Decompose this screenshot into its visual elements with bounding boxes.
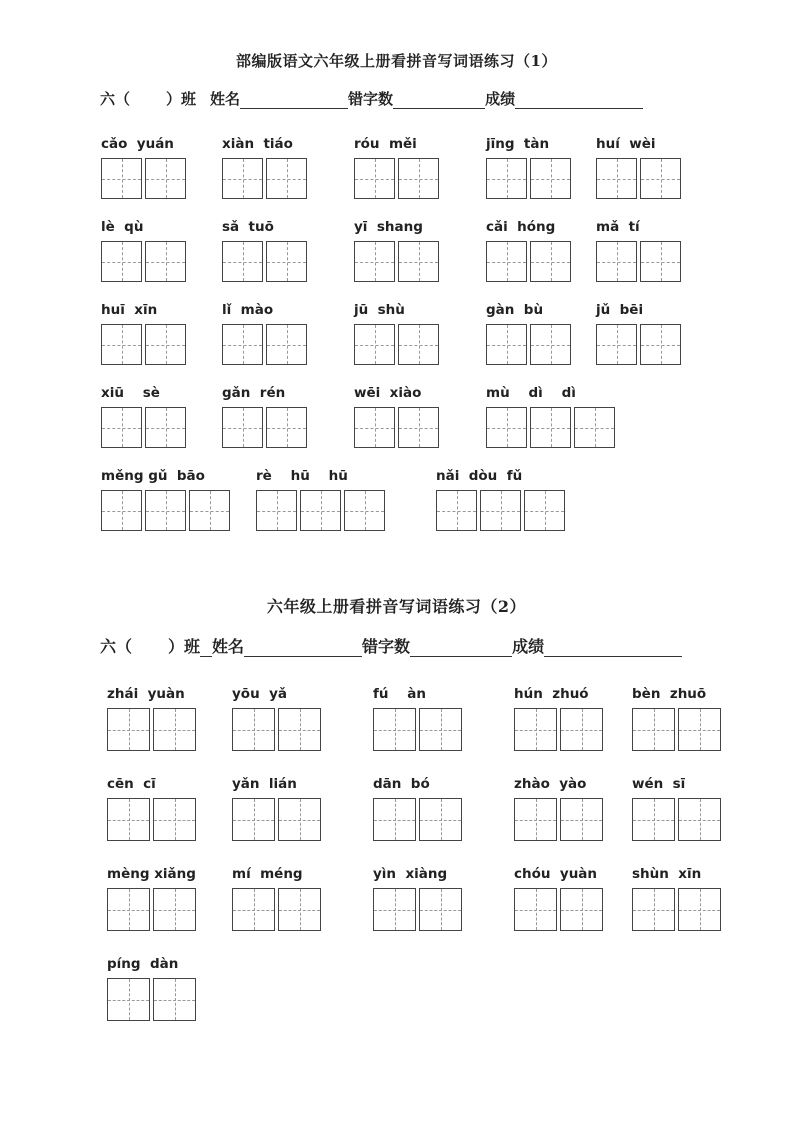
- character-writing-box[interactable]: [101, 241, 142, 282]
- character-writing-box[interactable]: [373, 798, 416, 841]
- errors-label: 错字数: [362, 637, 411, 656]
- pinyin-label: xiàn tiáo: [222, 136, 293, 152]
- character-writing-box[interactable]: [300, 490, 341, 531]
- character-writing-box[interactable]: [596, 324, 637, 365]
- character-writing-box[interactable]: [640, 241, 681, 282]
- character-writing-box[interactable]: [530, 324, 571, 365]
- errors-blank[interactable]: [410, 640, 512, 657]
- pinyin-label: nǎi dòu fǔ: [436, 468, 523, 484]
- pinyin-label: wén sī: [632, 776, 686, 792]
- score-blank[interactable]: [544, 640, 682, 657]
- pinyin-label: sǎ tuō: [222, 219, 274, 235]
- character-writing-box[interactable]: [145, 490, 186, 531]
- character-writing-box[interactable]: [153, 978, 196, 1021]
- pinyin-label: yìn xiàng: [373, 866, 448, 882]
- character-boxes: [222, 407, 307, 448]
- character-writing-box[interactable]: [145, 324, 186, 365]
- student-info-line-2: [100, 634, 682, 657]
- character-boxes: [354, 324, 439, 365]
- pinyin-label: cēn cī: [107, 776, 156, 792]
- character-writing-box[interactable]: [398, 407, 439, 448]
- character-writing-box[interactable]: [107, 798, 150, 841]
- pinyin-label: yōu yǎ: [232, 686, 287, 702]
- character-writing-box[interactable]: [398, 158, 439, 199]
- pinyin-label: lè qù: [101, 219, 144, 235]
- character-writing-box[interactable]: [514, 708, 557, 751]
- character-boxes: [101, 490, 230, 531]
- character-writing-box[interactable]: [222, 241, 263, 282]
- character-writing-box[interactable]: [560, 798, 603, 841]
- character-writing-box[interactable]: [278, 798, 321, 841]
- character-writing-box[interactable]: [354, 407, 395, 448]
- character-boxes: [486, 324, 571, 365]
- character-writing-box[interactable]: [153, 798, 196, 841]
- character-boxes: [354, 241, 439, 282]
- character-writing-box[interactable]: [232, 888, 275, 931]
- name-label: 姓名: [210, 90, 241, 108]
- name-blank[interactable]: [244, 640, 362, 657]
- character-boxes: [436, 490, 565, 531]
- character-writing-box[interactable]: [486, 158, 527, 199]
- character-boxes: [107, 888, 196, 931]
- pinyin-label: huī xīn: [101, 302, 158, 318]
- character-writing-box[interactable]: [486, 407, 527, 448]
- character-writing-box[interactable]: [344, 490, 385, 531]
- pinyin-label: fú àn: [373, 686, 427, 702]
- character-writing-box[interactable]: [596, 158, 637, 199]
- character-writing-box[interactable]: [107, 708, 150, 751]
- character-writing-box[interactable]: [398, 324, 439, 365]
- character-boxes: [354, 158, 439, 199]
- character-writing-box[interactable]: [222, 158, 263, 199]
- character-boxes: [107, 798, 196, 841]
- character-boxes: [486, 407, 615, 448]
- student-info-line-1: [100, 88, 643, 109]
- class-suffix-label: ）班: [168, 637, 201, 656]
- character-writing-box[interactable]: [266, 241, 307, 282]
- character-writing-box[interactable]: [278, 708, 321, 751]
- character-writing-box[interactable]: [373, 888, 416, 931]
- character-boxes: [486, 241, 571, 282]
- character-writing-box[interactable]: [480, 490, 521, 531]
- character-writing-box[interactable]: [596, 241, 637, 282]
- character-boxes: [256, 490, 385, 531]
- character-writing-box[interactable]: [153, 708, 196, 751]
- character-boxes: [486, 158, 571, 199]
- character-writing-box[interactable]: [101, 407, 142, 448]
- character-writing-box[interactable]: [632, 888, 675, 931]
- pinyin-label: jū shù: [354, 302, 405, 318]
- pinyin-label: wēi xiào: [354, 385, 422, 401]
- character-boxes: [632, 708, 721, 751]
- character-writing-box[interactable]: [530, 407, 571, 448]
- character-boxes: [107, 708, 196, 751]
- character-writing-box[interactable]: [266, 407, 307, 448]
- character-writing-box[interactable]: [232, 798, 275, 841]
- worksheet-title-2: 六年级上册看拼音写词语练习（2）: [266, 597, 527, 616]
- character-boxes: [222, 324, 307, 365]
- pinyin-label: chóu yuàn: [514, 866, 598, 882]
- character-writing-box[interactable]: [101, 158, 142, 199]
- pinyin-label: gàn bù: [486, 302, 544, 318]
- class-prefix-label: 六（: [100, 637, 133, 656]
- pinyin-label: mù dì dì: [486, 385, 576, 401]
- character-boxes: [514, 798, 603, 841]
- character-writing-box[interactable]: [189, 490, 230, 531]
- character-boxes: [101, 407, 186, 448]
- score-label: 成绩: [485, 90, 516, 108]
- pinyin-label: zhái yuàn: [107, 686, 185, 702]
- character-writing-box[interactable]: [678, 798, 721, 841]
- character-writing-box[interactable]: [222, 407, 263, 448]
- character-boxes: [222, 241, 307, 282]
- character-writing-box[interactable]: [560, 708, 603, 751]
- pinyin-label: mèng xiǎng: [107, 866, 196, 882]
- character-boxes: [101, 158, 186, 199]
- name-blank[interactable]: [240, 92, 348, 109]
- character-writing-box[interactable]: [145, 158, 186, 199]
- class-suffix-label: ）班: [166, 90, 197, 108]
- pinyin-label: shùn xīn: [632, 866, 702, 882]
- character-boxes: [596, 241, 681, 282]
- pinyin-label: jǔ bēi: [596, 302, 644, 318]
- character-boxes: [232, 708, 321, 751]
- character-writing-box[interactable]: [266, 324, 307, 365]
- character-writing-box[interactable]: [640, 158, 681, 199]
- pinyin-label: cǎo yuán: [101, 136, 174, 152]
- name-label: 姓名: [212, 637, 245, 656]
- pinyin-label: jīng tàn: [486, 136, 550, 152]
- pinyin-label: xiū sè: [101, 385, 160, 401]
- character-boxes: [596, 324, 681, 365]
- character-writing-box[interactable]: [419, 798, 462, 841]
- character-boxes: [222, 158, 307, 199]
- character-writing-box[interactable]: [530, 158, 571, 199]
- character-writing-box[interactable]: [640, 324, 681, 365]
- character-writing-box[interactable]: [232, 708, 275, 751]
- errors-label: 错字数: [348, 90, 394, 108]
- character-boxes: [514, 708, 603, 751]
- character-writing-box[interactable]: [632, 708, 675, 751]
- character-writing-box[interactable]: [354, 324, 395, 365]
- character-writing-box[interactable]: [153, 888, 196, 931]
- character-writing-box[interactable]: [278, 888, 321, 931]
- worksheet-title-1: 部编版语文六年级上册看拼音写词语练习（1）: [236, 52, 557, 70]
- pinyin-label: róu měi: [354, 136, 417, 152]
- character-writing-box[interactable]: [524, 490, 565, 531]
- character-writing-box[interactable]: [486, 324, 527, 365]
- pinyin-label: gǎn rén: [222, 385, 286, 401]
- pinyin-label: mǎ tí: [596, 219, 640, 235]
- character-writing-box[interactable]: [514, 888, 557, 931]
- character-boxes: [514, 888, 603, 931]
- character-writing-box[interactable]: [354, 241, 395, 282]
- character-writing-box[interactable]: [530, 241, 571, 282]
- character-writing-box[interactable]: [678, 708, 721, 751]
- errors-blank[interactable]: [393, 92, 485, 109]
- character-writing-box[interactable]: [107, 888, 150, 931]
- character-writing-box[interactable]: [101, 324, 142, 365]
- character-writing-box[interactable]: [574, 407, 615, 448]
- pinyin-label: huí wèi: [596, 136, 656, 152]
- character-writing-box[interactable]: [256, 490, 297, 531]
- character-boxes: [354, 407, 439, 448]
- character-writing-box[interactable]: [436, 490, 477, 531]
- character-writing-box[interactable]: [514, 798, 557, 841]
- character-boxes: [107, 978, 196, 1021]
- character-writing-box[interactable]: [354, 158, 395, 199]
- character-boxes: [632, 888, 721, 931]
- pinyin-label: hún zhuó: [514, 686, 589, 702]
- pinyin-label: rè hū hū: [256, 468, 348, 484]
- score-label: 成绩: [512, 637, 545, 656]
- character-boxes: [596, 158, 681, 199]
- character-boxes: [101, 241, 186, 282]
- character-boxes: [232, 798, 321, 841]
- character-writing-box[interactable]: [266, 158, 307, 199]
- character-boxes: [232, 888, 321, 931]
- character-writing-box[interactable]: [145, 241, 186, 282]
- pinyin-label: zhào yào: [514, 776, 587, 792]
- pinyin-label: mí méng: [232, 866, 303, 882]
- character-writing-box[interactable]: [678, 888, 721, 931]
- character-boxes: [101, 324, 186, 365]
- pinyin-label: lǐ mào: [222, 302, 274, 318]
- character-writing-box[interactable]: [419, 888, 462, 931]
- pinyin-label: bèn zhuō: [632, 686, 707, 702]
- character-boxes: [373, 798, 462, 841]
- character-writing-box[interactable]: [373, 708, 416, 751]
- character-boxes: [632, 798, 721, 841]
- character-writing-box[interactable]: [145, 407, 186, 448]
- pinyin-label: píng dàn: [107, 956, 179, 972]
- character-writing-box[interactable]: [486, 241, 527, 282]
- class-prefix-label: 六（: [100, 90, 131, 108]
- character-writing-box[interactable]: [632, 798, 675, 841]
- pinyin-label: yǎn lián: [232, 776, 297, 792]
- character-writing-box[interactable]: [398, 241, 439, 282]
- pinyin-label: dān bó: [373, 776, 430, 792]
- character-boxes: [373, 888, 462, 931]
- pinyin-label: měng gǔ bāo: [101, 468, 205, 484]
- pinyin-label: cǎi hóng: [486, 219, 556, 235]
- character-boxes: [373, 708, 462, 751]
- character-writing-box[interactable]: [419, 708, 462, 751]
- pinyin-label: yī shang: [354, 219, 423, 235]
- score-blank[interactable]: [515, 92, 643, 109]
- character-writing-box[interactable]: [101, 490, 142, 531]
- character-writing-box[interactable]: [107, 978, 150, 1021]
- character-writing-box[interactable]: [222, 324, 263, 365]
- character-writing-box[interactable]: [560, 888, 603, 931]
